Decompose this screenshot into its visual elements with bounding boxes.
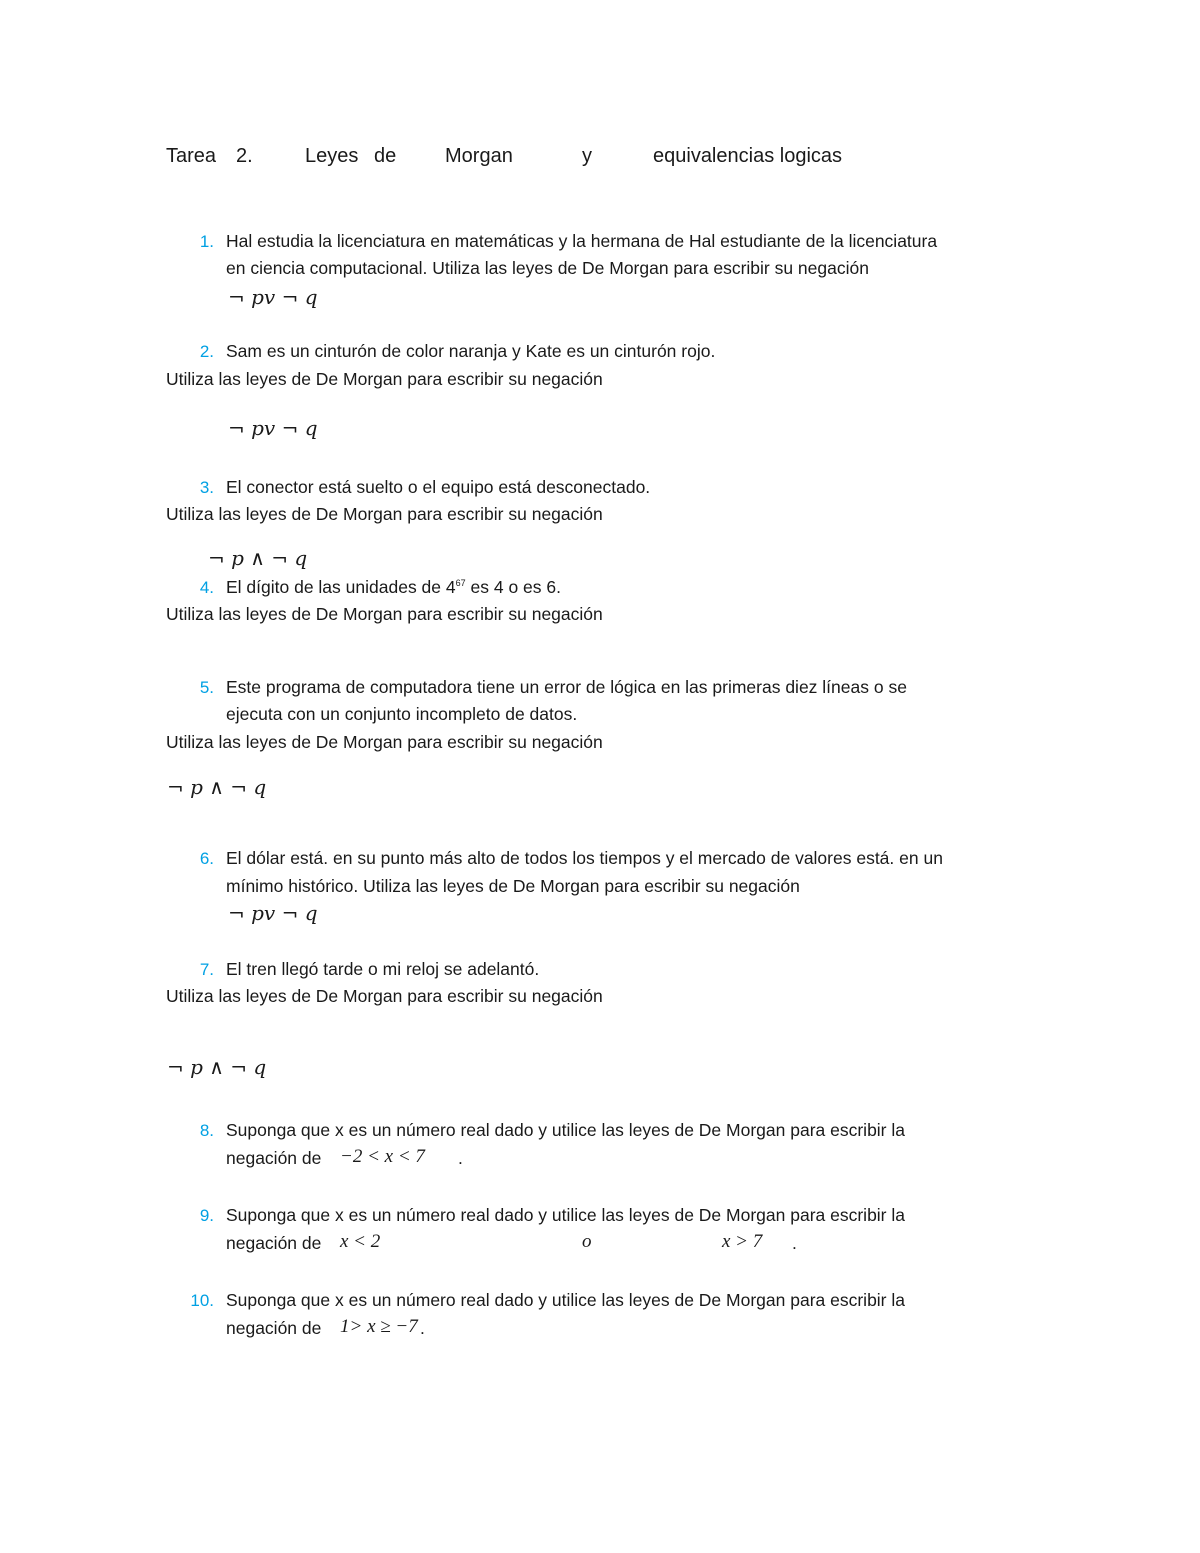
item-number: 9.	[199, 1206, 214, 1225]
item-number: 2.	[199, 342, 214, 361]
item-number: 3.	[199, 478, 214, 497]
item-text: Suponga que x es un número real dado y utilice las leyes de De Morgan para escribir la	[226, 1205, 905, 1225]
item-number: 5.	[199, 678, 214, 697]
item-formula: ¬ p ∧ ¬ q	[167, 775, 267, 799]
item-text: El tren llegó tarde o mi reloj se adelantó.	[226, 959, 540, 979]
math-expression: o	[582, 1231, 592, 1252]
item-text: Hal estudia la licenciatura en matemáticas y la hermana de Hal estudiante de la licenciatura	[226, 231, 938, 251]
item-number: 8.	[199, 1121, 214, 1140]
item-instruction: Utiliza las leyes de De Morgan para escribir su negación	[166, 732, 603, 752]
title-word-equivalencias: equivalencias logicas	[653, 145, 843, 167]
math-expression: −2 < x < 7	[340, 1146, 425, 1167]
item-text: El dígito de las unidades de $4^{67}$ es 4 o es 6.	[226, 577, 561, 597]
math-expression: 1> x ≥ −7	[340, 1316, 418, 1337]
item-instruction: Utiliza las leyes de De Morgan para escribir su negación	[166, 986, 603, 1006]
item-text: Este programa de computadora tiene un error de lógica en las primeras diez líneas o se	[226, 677, 907, 697]
item-instruction: Utiliza las leyes de De Morgan para escribir su negación	[166, 604, 603, 624]
item-number: 10.	[190, 1291, 214, 1310]
item-text: ejecuta con un conjunto incompleto de datos.	[226, 704, 578, 724]
title-word-tarea: Tarea	[166, 145, 217, 167]
item-instruction: Utiliza las leyes de De Morgan para escribir su negación	[166, 369, 603, 389]
item-formula: ¬ pv ¬ q	[228, 416, 318, 440]
item-number: 4.	[199, 578, 214, 597]
item-text-tail: .	[458, 1148, 463, 1168]
item-text: negación de	[226, 1148, 322, 1168]
math-expression: x < 2	[340, 1231, 381, 1252]
title-word-leyes: Leyes	[305, 145, 359, 167]
item-text: en ciencia computacional. Utiliza las leyes de De Morgan para escribir su negación	[226, 258, 869, 278]
item-text: mínimo histórico. Utiliza las leyes de De Morgan para escribir su negación	[226, 876, 800, 896]
item-instruction: Utiliza las leyes de De Morgan para escribir su negación	[166, 504, 603, 524]
title-word-2: 2.	[236, 145, 253, 167]
item-formula: ¬ p ∧ ¬ q	[208, 546, 308, 570]
item-text: El conector está suelto o el equipo está desconectado.	[226, 477, 651, 497]
item-text: El dólar está. en su punto más alto de todos los tiempos y el mercado de valores está. en un	[226, 848, 943, 868]
math-expression: x > 7	[722, 1231, 763, 1252]
item-text: Sam es un cinturón de color naranja y Kate es un cinturón rojo.	[226, 341, 716, 361]
item-text-tail: .	[792, 1233, 797, 1253]
item-number: 1.	[199, 232, 214, 251]
exponent: 67	[455, 578, 466, 589]
item-text-tail: .	[420, 1318, 425, 1338]
item-text: negación de	[226, 1233, 322, 1253]
title-word-morgan: Morgan	[445, 145, 513, 167]
item-formula: ¬ pv ¬ q	[228, 285, 318, 309]
item-text: negación de	[226, 1318, 322, 1338]
item-text: Suponga que x es un número real dado y utilice las leyes de De Morgan para escribir la	[226, 1120, 905, 1140]
title-word-de: de	[374, 145, 397, 167]
title-word-y: y	[582, 145, 592, 167]
item-number: 7.	[199, 960, 214, 979]
item-formula: ¬ pv ¬ q	[228, 901, 318, 925]
item-text: Suponga que x es un número real dado y utilice las leyes de De Morgan para escribir la	[226, 1290, 905, 1310]
item-formula: ¬ p ∧ ¬ q	[167, 1055, 267, 1079]
item-number: 6.	[199, 849, 214, 868]
